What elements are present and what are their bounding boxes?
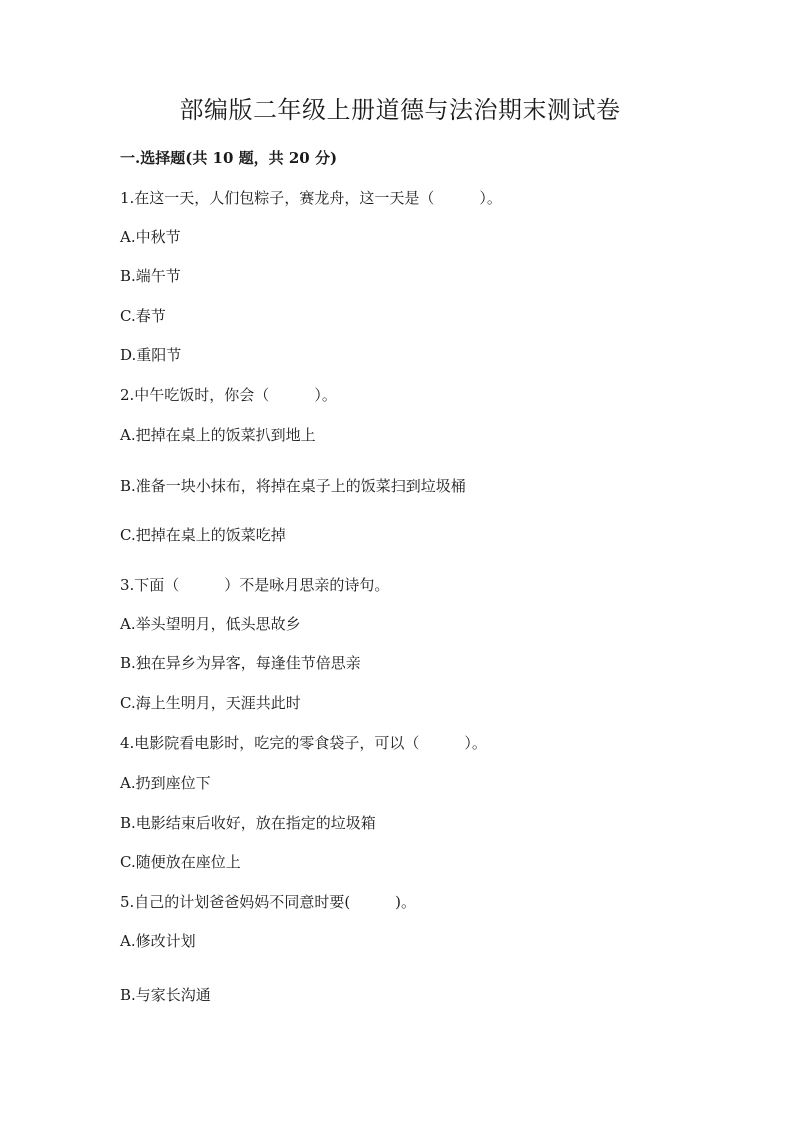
question-3-option-b: B.独在异乡为异客，每逢佳节倍思亲 <box>120 654 361 672</box>
question-1-option-a: A.中秋节 <box>120 228 181 246</box>
question-1-stem: 1.在这一天，人们包粽子，赛龙舟，这一天是（ ）。 <box>120 189 502 207</box>
question-4-option-b: B.电影结束后收好，放在指定的垃圾箱 <box>120 814 376 832</box>
question-1-option-c: C.春节 <box>120 307 166 325</box>
question-2-option-c: C.把掉在桌上的饭菜吃掉 <box>120 526 286 544</box>
question-3-option-c: C.海上生明月，天涯共此时 <box>120 694 301 712</box>
question-3-option-a: A.举头望明月，低头思故乡 <box>120 615 301 633</box>
question-2-stem: 2.中午吃饭时，你会（ ）。 <box>120 386 337 404</box>
question-5-option-a: A.修改计划 <box>120 932 196 950</box>
question-4-option-a: A.扔到座位下 <box>120 774 211 792</box>
section-heading: 一.选择题(共 10 题，共 20 分) <box>120 149 338 167</box>
question-4-stem: 4.电影院看电影时，吃完的零食袋子，可以（ ）。 <box>120 734 487 752</box>
page-title: 部编版二年级上册道德与法治期末测试卷 <box>179 96 621 124</box>
question-2-option-a: A.把掉在桌上的饭菜扒到地上 <box>120 426 316 444</box>
question-5-option-b: B.与家长沟通 <box>120 986 211 1004</box>
question-5-stem: 5.自己的计划爸爸妈妈不同意时要( )。 <box>120 893 417 911</box>
question-1-option-b: B.端午节 <box>120 267 181 285</box>
question-2-option-b: B.准备一块小抹布，将掉在桌子上的饭菜扫到垃圾桶 <box>120 477 466 495</box>
question-1-option-d: D.重阳节 <box>120 346 182 364</box>
question-3-stem: 3.下面（ ）不是咏月思亲的诗句。 <box>120 576 390 594</box>
question-4-option-c: C.随便放在座位上 <box>120 853 241 871</box>
